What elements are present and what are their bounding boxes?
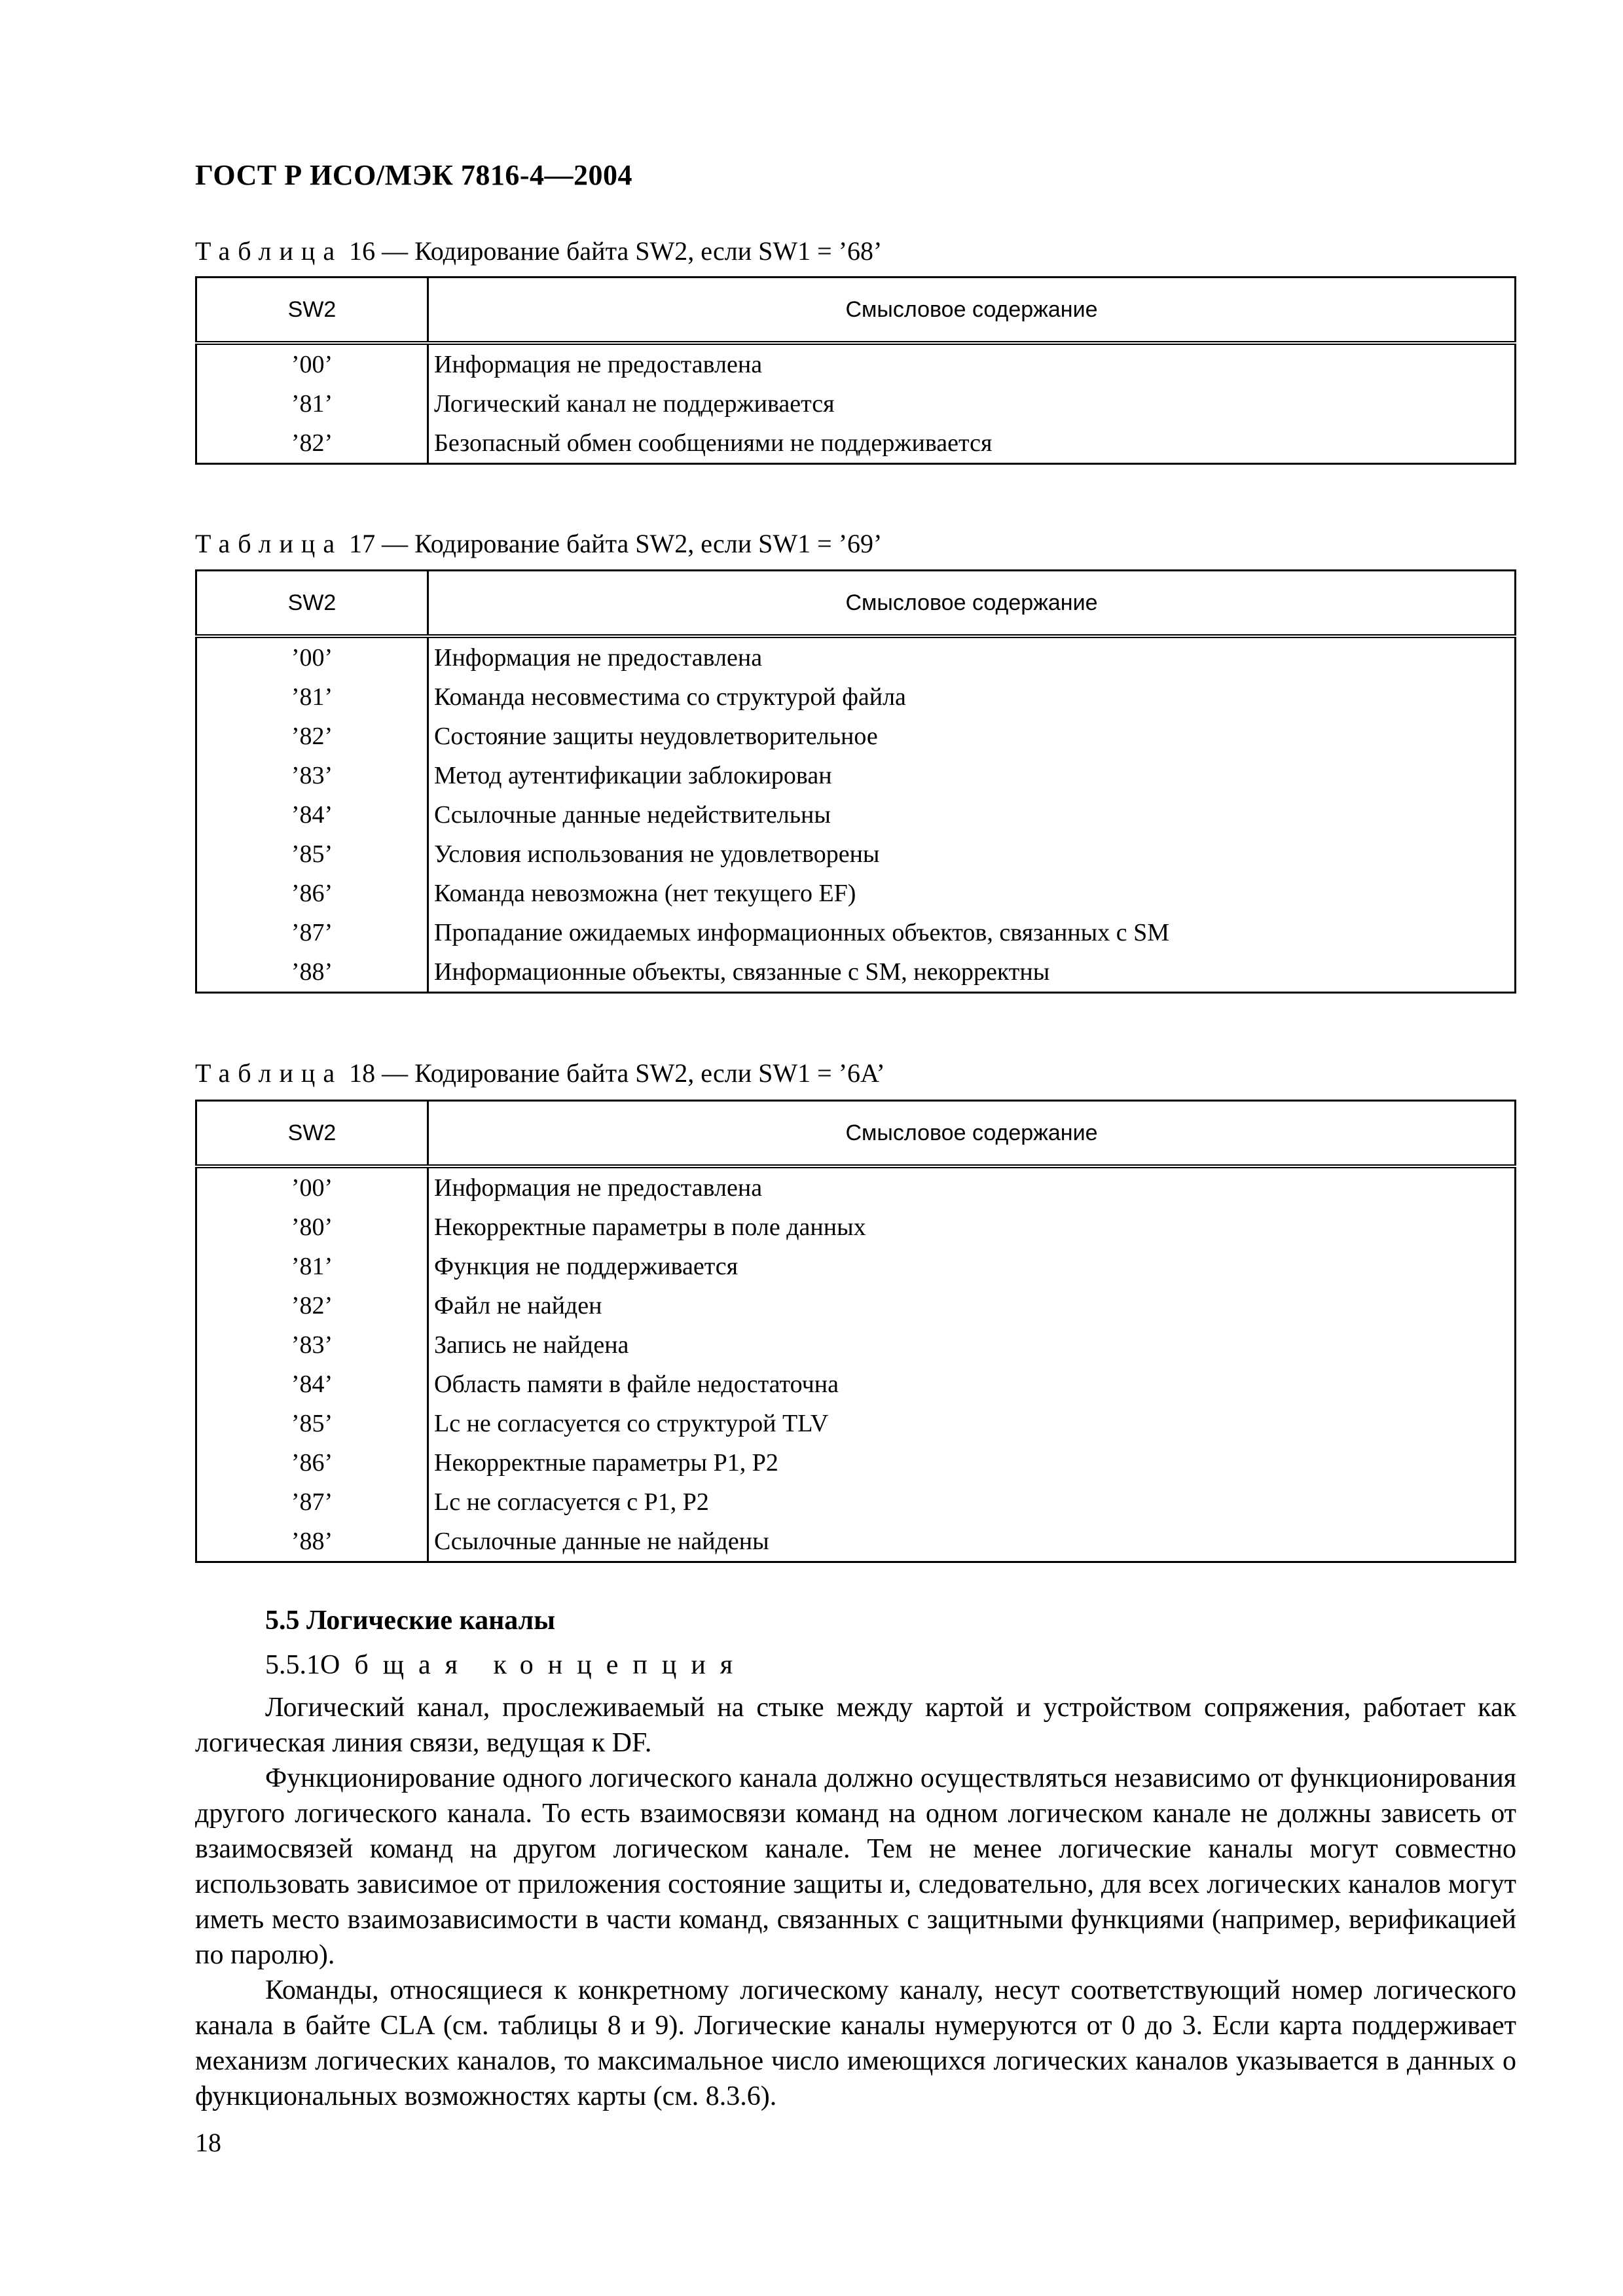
table-row [196,834,1516,874]
paragraph: Функционирование одного логического канала должно осуществляться независимо от функционирования другого логического канала. То есть взаимосвязи команд на одном логическом канале не должны зависеть от взаимосвязей команд на другом логическом канале. Тем не менее логические каналы могут совместно использовать зависимое от приложения состояние защиты и, следовательно, для всех логических каналов могут иметь место взаимозависимости в части команд, связанных с защитными функциями (например, верификацией по паролю). [195,1763,1516,1970]
column-header-meaning: Смысловое содержание [428,571,1516,637]
meaning: Lc не согласуется с P1, P2 [428,1482,1516,1522]
column-header-sw2: SW2 [196,278,428,344]
table-row [196,913,1516,952]
table-18-caption [195,1058,885,1088]
sw2-code: ’88’ [196,1522,428,1562]
sw2-code: ’84’ [196,1365,428,1404]
table-16 [195,276,1516,465]
sw2-code: ’84’ [196,795,428,834]
meaning: Lc не согласуется со структурой TLV [428,1404,1516,1443]
meaning: Файл не найден [428,1286,1516,1325]
sw2-code: ’82’ [196,423,428,464]
subsection-name: Общая концепция [320,1650,748,1680]
caption-text: 18 — Кодирование байта SW2, если SW1 = ’6A’ [342,1058,885,1088]
table-row [196,1208,1516,1247]
table-row [196,423,1516,464]
caption-label: Таблица [195,529,343,558]
meaning: Безопасный обмен сообщениями не поддерживается [428,423,1516,464]
meaning: Ссылочные данные недействительны [428,795,1516,834]
meaning: Команда невозможна (нет текущего EF) [428,874,1516,913]
meaning: Команда несовместима со структурой файла [428,677,1516,717]
meaning: Информационные объекты, связанные с SM, некорректны [428,952,1516,993]
sw2-code: ’81’ [196,384,428,423]
meaning: Некорректные параметры P1, P2 [428,1443,1516,1482]
meaning: Ссылочные данные не найдены [428,1522,1516,1562]
meaning: Условия использования не удовлетворены [428,834,1516,874]
sw2-code: ’86’ [196,1443,428,1482]
table-row [196,717,1516,756]
meaning: Информация не предоставлена [428,1166,1516,1208]
meaning: Запись не найдена [428,1325,1516,1365]
sw2-code: ’00’ [196,636,428,677]
table-row [196,1325,1516,1365]
table-row [196,756,1516,795]
body-text [195,1690,1516,2114]
sw2-code: ’82’ [196,717,428,756]
sw2-code: ’00’ [196,1166,428,1208]
document-header: ГОСТ Р ИСО/МЭК 7816-4—2004 [195,159,633,191]
table-row [196,1166,1516,1208]
page-number: 18 [195,2128,221,2157]
table-17 [195,569,1516,994]
caption-text: 16 — Кодирование байта SW2, если SW1 = ’68’ [342,236,883,266]
paragraph: Логический канал, прослеживаемый на стыке между картой и устройством сопряжения, работает как логическая линия связи, ведущая к DF. [195,1693,1516,1758]
sw2-code: ’83’ [196,756,428,795]
sw2-code: ’85’ [196,1404,428,1443]
caption-label: Таблица [195,1058,343,1088]
sw2-code: ’88’ [196,952,428,993]
column-header-sw2: SW2 [196,571,428,637]
table-row [196,952,1516,993]
table-row [196,1522,1516,1562]
table-row [196,1443,1516,1482]
section-title: 5.5 Логические каналы [265,1605,556,1636]
table-row [196,795,1516,834]
table-16-caption [195,236,882,266]
column-header-meaning: Смысловое содержание [428,1101,1516,1167]
sw2-code: ’00’ [196,343,428,384]
sw2-code: ’87’ [196,913,428,952]
subsection-title [265,1649,747,1681]
sw2-code: ’87’ [196,1482,428,1522]
table-row [196,1247,1516,1286]
meaning: Информация не предоставлена [428,636,1516,677]
column-header-sw2: SW2 [196,1101,428,1167]
caption-text: 17 — Кодирование байта SW2, если SW1 = ’69’ [342,529,883,558]
meaning: Логический канал не поддерживается [428,384,1516,423]
paragraph: Команды, относящиеся к конкретному логическому каналу, несут соответствующий номер логического канала в байте CLA (см. таблицы 8 и 9). Логические каналы нумеруются от 0 до 3. Если карта поддерживает механизм логических каналов, то максимальное число имеющихся логических каналов указывается в данных о функциональных возможностях карты (см. 8.3.6). [195,1975,1516,2111]
meaning: Пропадание ожидаемых информационных объектов, связанных с SM [428,913,1516,952]
meaning: Область памяти в файле недостаточна [428,1365,1516,1404]
table-18 [195,1100,1516,1563]
meaning: Информация не предоставлена [428,343,1516,384]
subsection-number: 5.5.1 [265,1650,320,1680]
meaning: Функция не поддерживается [428,1247,1516,1286]
sw2-code: ’81’ [196,1247,428,1286]
table-row [196,343,1516,384]
meaning: Некорректные параметры в поле данных [428,1208,1516,1247]
table-row [196,1404,1516,1443]
meaning: Состояние защиты неудовлетворительное [428,717,1516,756]
sw2-code: ’80’ [196,1208,428,1247]
sw2-code: ’81’ [196,677,428,717]
sw2-code: ’86’ [196,874,428,913]
column-header-meaning: Смысловое содержание [428,278,1516,344]
table-row [196,1365,1516,1404]
table-row [196,1482,1516,1522]
sw2-code: ’85’ [196,834,428,874]
table-row [196,677,1516,717]
table-row [196,874,1516,913]
table-17-caption [195,528,882,559]
caption-label: Таблица [195,236,343,266]
meaning: Метод аутентификации заблокирован [428,756,1516,795]
sw2-code: ’83’ [196,1325,428,1365]
sw2-code: ’82’ [196,1286,428,1325]
table-row [196,384,1516,423]
table-row [196,636,1516,677]
table-row [196,1286,1516,1325]
